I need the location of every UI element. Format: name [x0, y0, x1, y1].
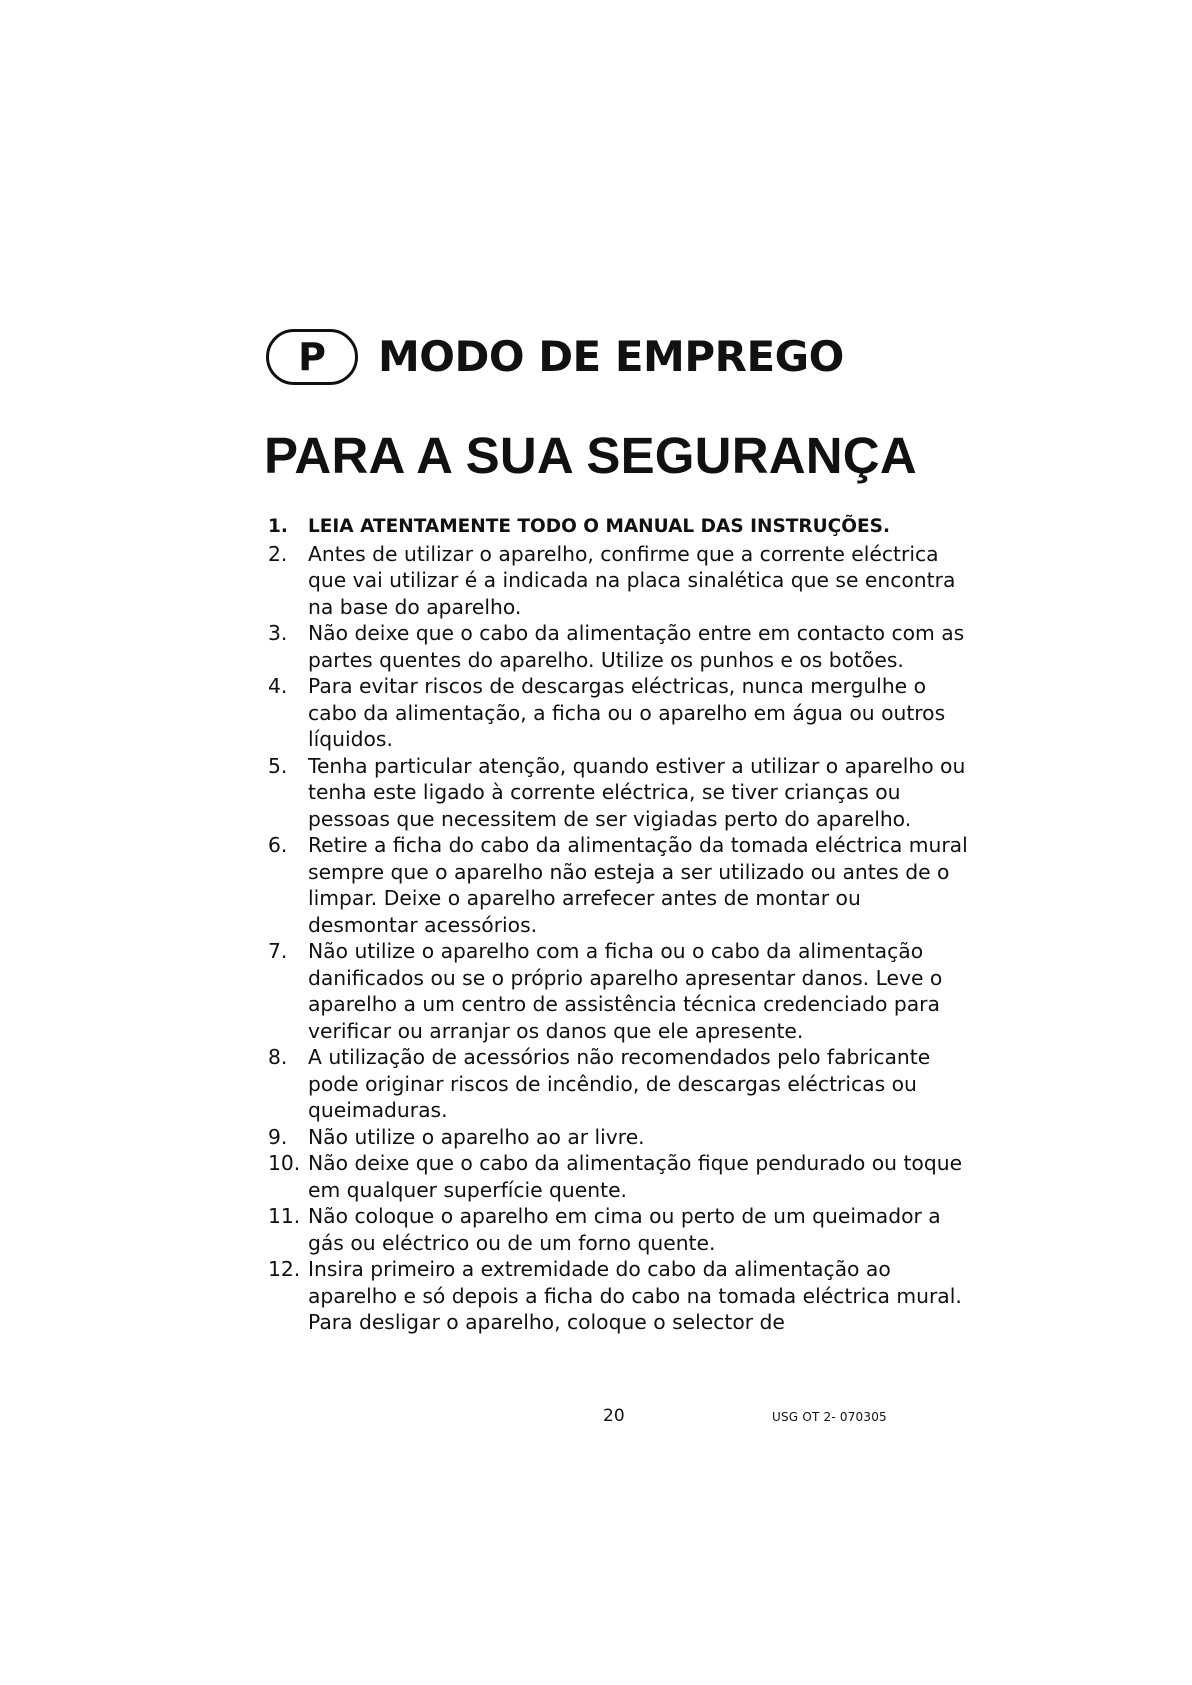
item-text: Não deixe que o cabo da alimentação entre em contacto com as partes quentes do aparelho. Utilize os punhos e os botões.	[308, 621, 965, 672]
item-number: 4.	[268, 674, 288, 698]
item-number: 11.	[268, 1204, 301, 1228]
page-number: 20	[603, 1406, 625, 1426]
item-text: Não utilize o aparelho ao ar livre.	[308, 1124, 645, 1149]
item-text: Insira primeiro a extremidade do cabo da alimentação ao aparelho e só depois a ficha do cabo na tomada eléctrica mural. Para desligar o aparelho, coloque o selector de	[308, 1257, 962, 1334]
page-header	[266, 327, 844, 387]
list-item	[268, 1203, 968, 1256]
list-item	[268, 1256, 968, 1336]
item-number: 9.	[268, 1124, 288, 1149]
item-text: Para evitar riscos de descargas eléctricas, nunca mergulhe o cabo da alimentação, a ficha ou o aparelho em água ou outros líquidos.	[308, 674, 946, 751]
language-badge	[266, 329, 358, 385]
item-number: 5.	[268, 753, 288, 778]
item-text: Não deixe que o cabo da alimentação fique pendurado ou toque em qualquer superfície quente.	[308, 1151, 963, 1202]
item-text: LEIA ATENTAMENTE TODO O MANUAL DAS INSTRUÇÕES.	[308, 516, 890, 537]
list-item	[268, 541, 968, 621]
item-number: 8.	[268, 1045, 288, 1069]
item-number: 12.	[268, 1257, 301, 1281]
item-text: Antes de utilizar o aparelho, confirme que a corrente eléctrica que vai utilizar é a indicada na placa sinalética que se encontra na base do aparelho.	[308, 541, 956, 619]
header-title: MODO DE EMPREGO	[378, 332, 844, 381]
item-text: Não utilize o aparelho com a ficha ou o cabo da alimentação danificados ou se o próprio aparelho apresentar danos. Leve o aparelho a um centro de assistência técnica credenciado para verificar ou arranjar os danos que ele apresente.	[308, 939, 943, 1043]
list-item	[268, 673, 968, 753]
item-text: Retire a ficha do cabo da alimentação da tomada eléctrica mural sempre que o aparelho não esteja a ser utilizado ou antes de o limpar. Deixe o aparelho arrefecer antes de montar ou desmontar acessórios.	[308, 833, 968, 937]
item-text: Tenha particular atenção, quando estiver a utilizar o aparelho ou tenha este ligado à corrente eléctrica, se tiver crianças ou pessoas que necessitem de ser vigiadas perto do aparelho.	[308, 753, 966, 831]
item-number: 3.	[268, 621, 288, 645]
item-number: 7.	[268, 939, 288, 963]
list-item	[268, 620, 968, 673]
item-text: A utilização de acessórios não recomendados pelo fabricante pode originar riscos de incêndio, de descargas eléctricas ou queimaduras.	[308, 1045, 931, 1122]
list-item	[268, 938, 968, 1044]
item-number: 2.	[268, 541, 288, 566]
item-number: 6.	[268, 833, 288, 857]
safety-instructions-list	[268, 514, 968, 1336]
item-number: 10.	[268, 1151, 301, 1175]
list-item	[268, 1150, 968, 1203]
section-title: PARA A SUA SEGURANÇA	[264, 427, 917, 484]
item-number: 1.	[268, 516, 288, 537]
list-item	[268, 832, 968, 938]
list-item	[268, 1124, 968, 1151]
language-code: P	[298, 335, 326, 379]
list-item	[268, 1044, 968, 1124]
document-code: USG OT 2- 070305	[772, 1410, 887, 1424]
item-text: Não coloque o aparelho em cima ou perto de um queimador a gás ou eléctrico ou de um forno quente.	[308, 1204, 941, 1255]
list-item	[268, 514, 968, 541]
list-item	[268, 753, 968, 833]
